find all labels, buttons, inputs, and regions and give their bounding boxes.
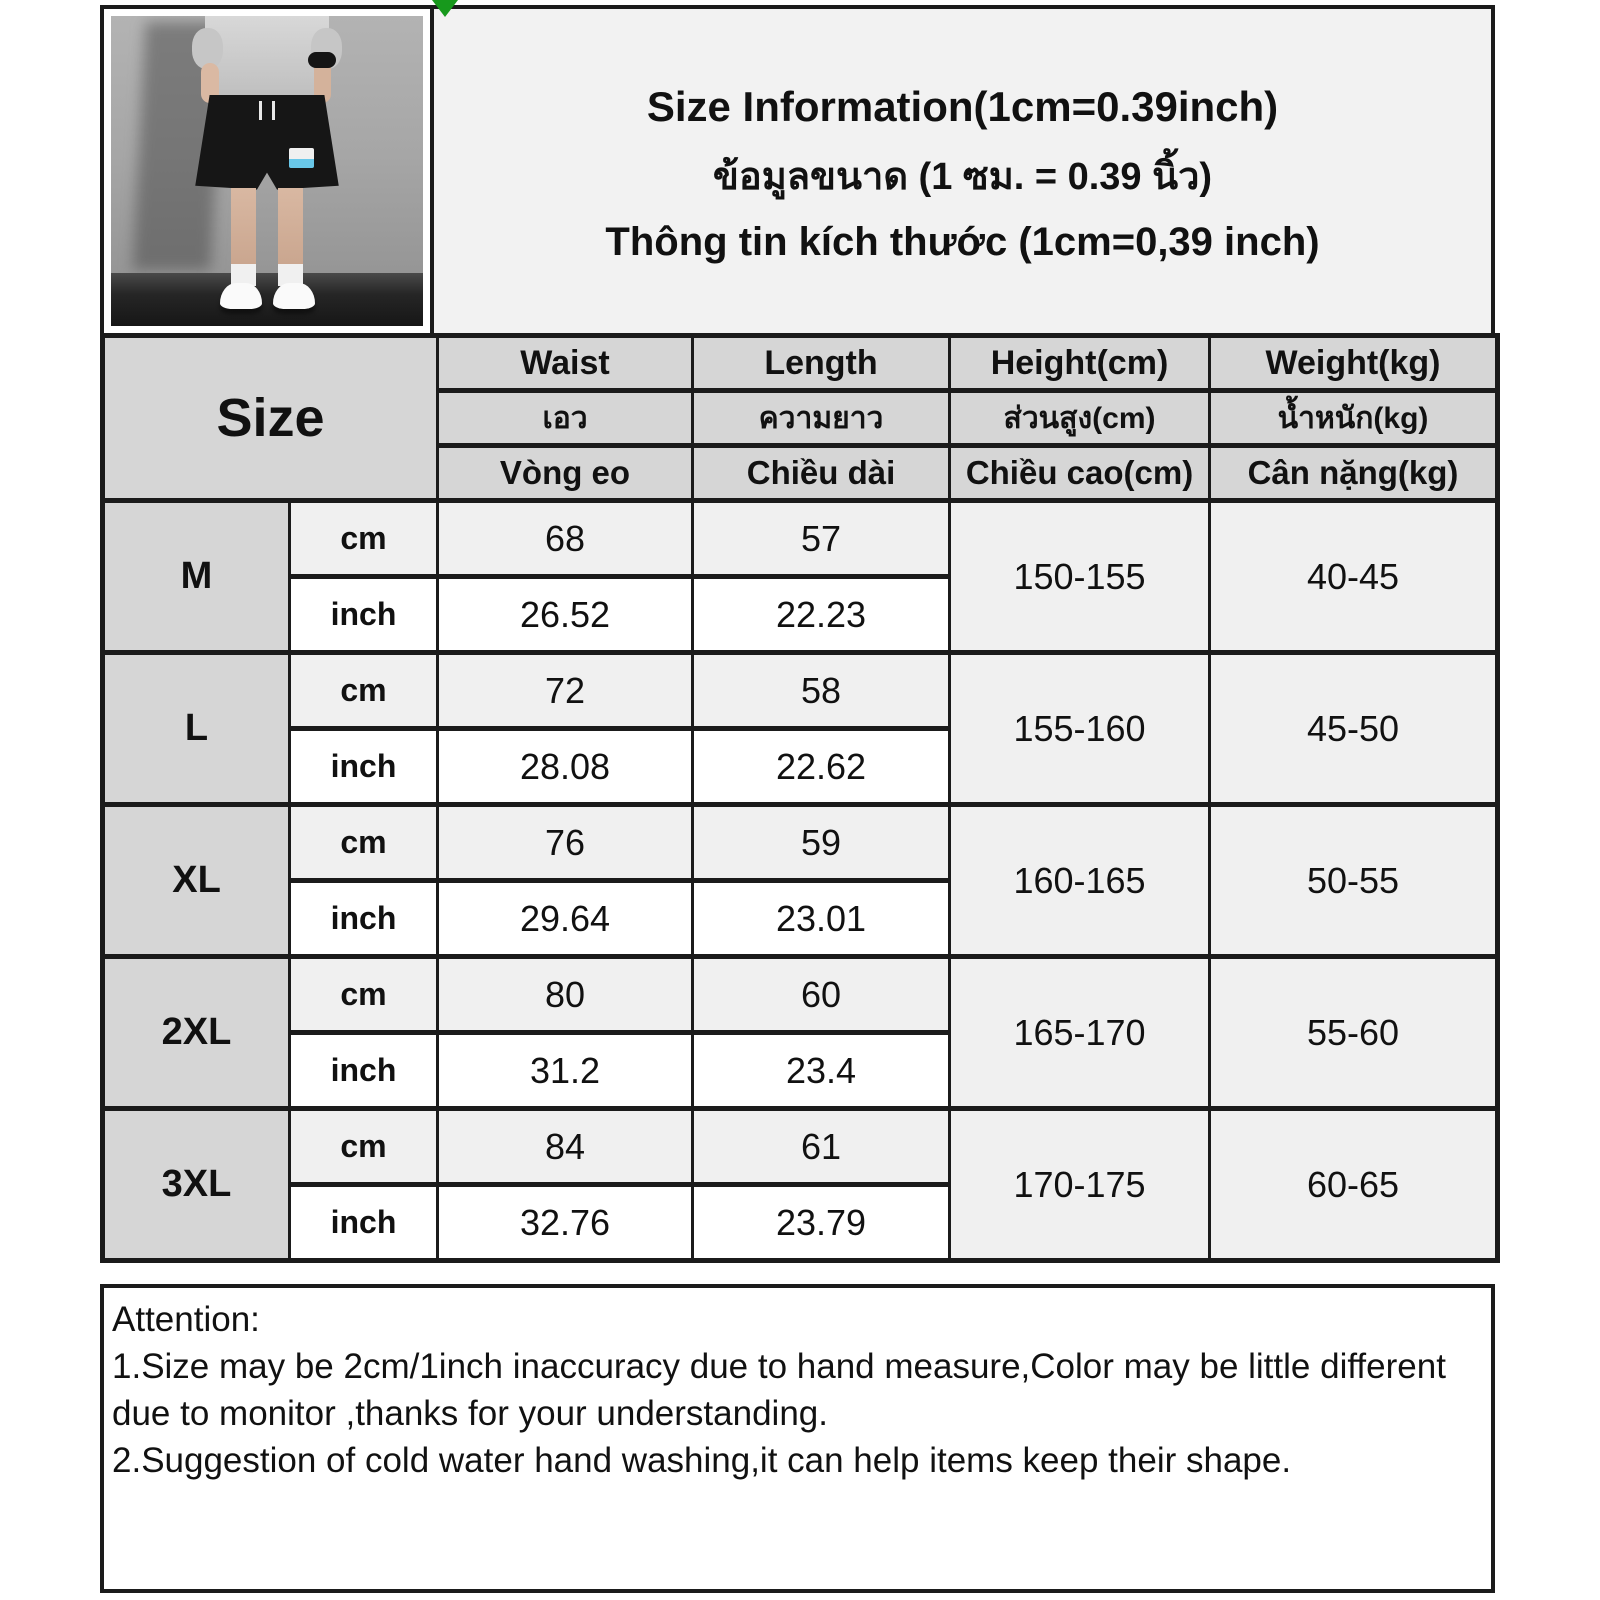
column-header-height-th: ส่วนสูง(cm) (950, 391, 1210, 446)
product-photo (111, 16, 423, 326)
column-header-waist-th: เอว (438, 391, 693, 446)
length-cm-value: 61 (693, 1109, 950, 1185)
leg-right-shape (278, 188, 303, 269)
waist-cm-value: 72 (438, 653, 693, 729)
unit-label-inch: inch (290, 729, 438, 805)
weight-range-value: 45-50 (1210, 653, 1498, 805)
wrist-watch-shape (308, 52, 336, 68)
column-header-height-en: Height(cm) (950, 336, 1210, 391)
product-photo-cell (104, 9, 434, 333)
weight-range-value: 40-45 (1210, 501, 1498, 653)
waist-inch-value: 28.08 (438, 729, 693, 805)
attention-line-2: 2.Suggestion of cold water hand washing,it can help items keep their shape. (112, 1441, 1292, 1480)
unit-label-inch: inch (290, 1033, 438, 1109)
waist-cm-value: 76 (438, 805, 693, 881)
header-section (100, 5, 1495, 337)
column-header-height-vi: Chiều cao(cm) (950, 446, 1210, 501)
column-header-waist-vi: Vòng eo (438, 446, 693, 501)
column-header-waist-en: Waist (438, 336, 693, 391)
size-label: XL (103, 805, 290, 957)
attention-heading: Attention: (112, 1300, 260, 1339)
waist-inch-value: 32.76 (438, 1185, 693, 1261)
floor-shape (111, 273, 423, 326)
column-header-length-th: ความยาว (693, 391, 950, 446)
size-label: M (103, 501, 290, 653)
height-range-value: 155-160 (950, 653, 1210, 805)
height-range-value: 150-155 (950, 501, 1210, 653)
unit-label-cm: cm (290, 653, 438, 729)
waist-cm-value: 80 (438, 957, 693, 1033)
column-header-length-en: Length (693, 336, 950, 391)
waist-cm-value: 84 (438, 1109, 693, 1185)
height-range-value: 160-165 (950, 805, 1210, 957)
column-header-length-vi: Chiều dài (693, 446, 950, 501)
waist-inch-value: 26.52 (438, 577, 693, 653)
size-label: 2XL (103, 957, 290, 1109)
title-vietnamese: Thông tin kích thước (1cm=0,39 inch) (605, 220, 1320, 264)
column-header-weight-vi: Cân nặng(kg) (1210, 446, 1498, 501)
table-row (103, 957, 1498, 1033)
column-header-weight-th: น้ำหนัก(kg) (1210, 391, 1498, 446)
shorts-logo-patch (289, 148, 314, 168)
weight-range-value: 60-65 (1210, 1109, 1498, 1261)
unit-label-cm: cm (290, 957, 438, 1033)
length-cm-value: 58 (693, 653, 950, 729)
waist-inch-value: 31.2 (438, 1033, 693, 1109)
title-english: Size Information(1cm=0.39inch) (646, 83, 1279, 130)
title-thai: ข้อมูลขนาด (1 ซม. = 0.39 นิ้ว) (712, 156, 1213, 198)
table-row (103, 653, 1498, 729)
shorts-drawstring-shape (259, 101, 275, 120)
size-label: L (103, 653, 290, 805)
column-header-weight-en: Weight(kg) (1210, 336, 1498, 391)
unit-label-inch: inch (290, 881, 438, 957)
height-range-value: 165-170 (950, 957, 1210, 1109)
length-cm-value: 60 (693, 957, 950, 1033)
weight-range-value: 55-60 (1210, 957, 1498, 1109)
length-cm-value: 59 (693, 805, 950, 881)
green-corner-marker-icon (432, 0, 458, 17)
attention-note-box (100, 1284, 1495, 1593)
unit-label-cm: cm (290, 1109, 438, 1185)
length-inch-value: 23.01 (693, 881, 950, 957)
unit-label-inch: inch (290, 1185, 438, 1261)
table-row (103, 1109, 1498, 1185)
size-header-cell: Size (103, 336, 438, 501)
unit-label-cm: cm (290, 805, 438, 881)
table-row (103, 501, 1498, 577)
length-inch-value: 22.23 (693, 577, 950, 653)
size-table (100, 333, 1500, 1263)
length-inch-value: 23.4 (693, 1033, 950, 1109)
leg-left-shape (231, 188, 256, 269)
unit-label-inch: inch (290, 577, 438, 653)
length-cm-value: 57 (693, 501, 950, 577)
waist-cm-value: 68 (438, 501, 693, 577)
length-inch-value: 22.62 (693, 729, 950, 805)
length-inch-value: 23.79 (693, 1185, 950, 1261)
height-range-value: 170-175 (950, 1109, 1210, 1261)
waist-inch-value: 29.64 (438, 881, 693, 957)
size-label: 3XL (103, 1109, 290, 1261)
unit-label-cm: cm (290, 501, 438, 577)
table-row (103, 805, 1498, 881)
attention-line-1: 1.Size may be 2cm/1inch inaccuracy due to hand measure,Color may be little different due to monitor ,thanks for your understanding. (112, 1347, 1446, 1433)
weight-range-value: 50-55 (1210, 805, 1498, 957)
size-info-title-block (434, 9, 1491, 333)
